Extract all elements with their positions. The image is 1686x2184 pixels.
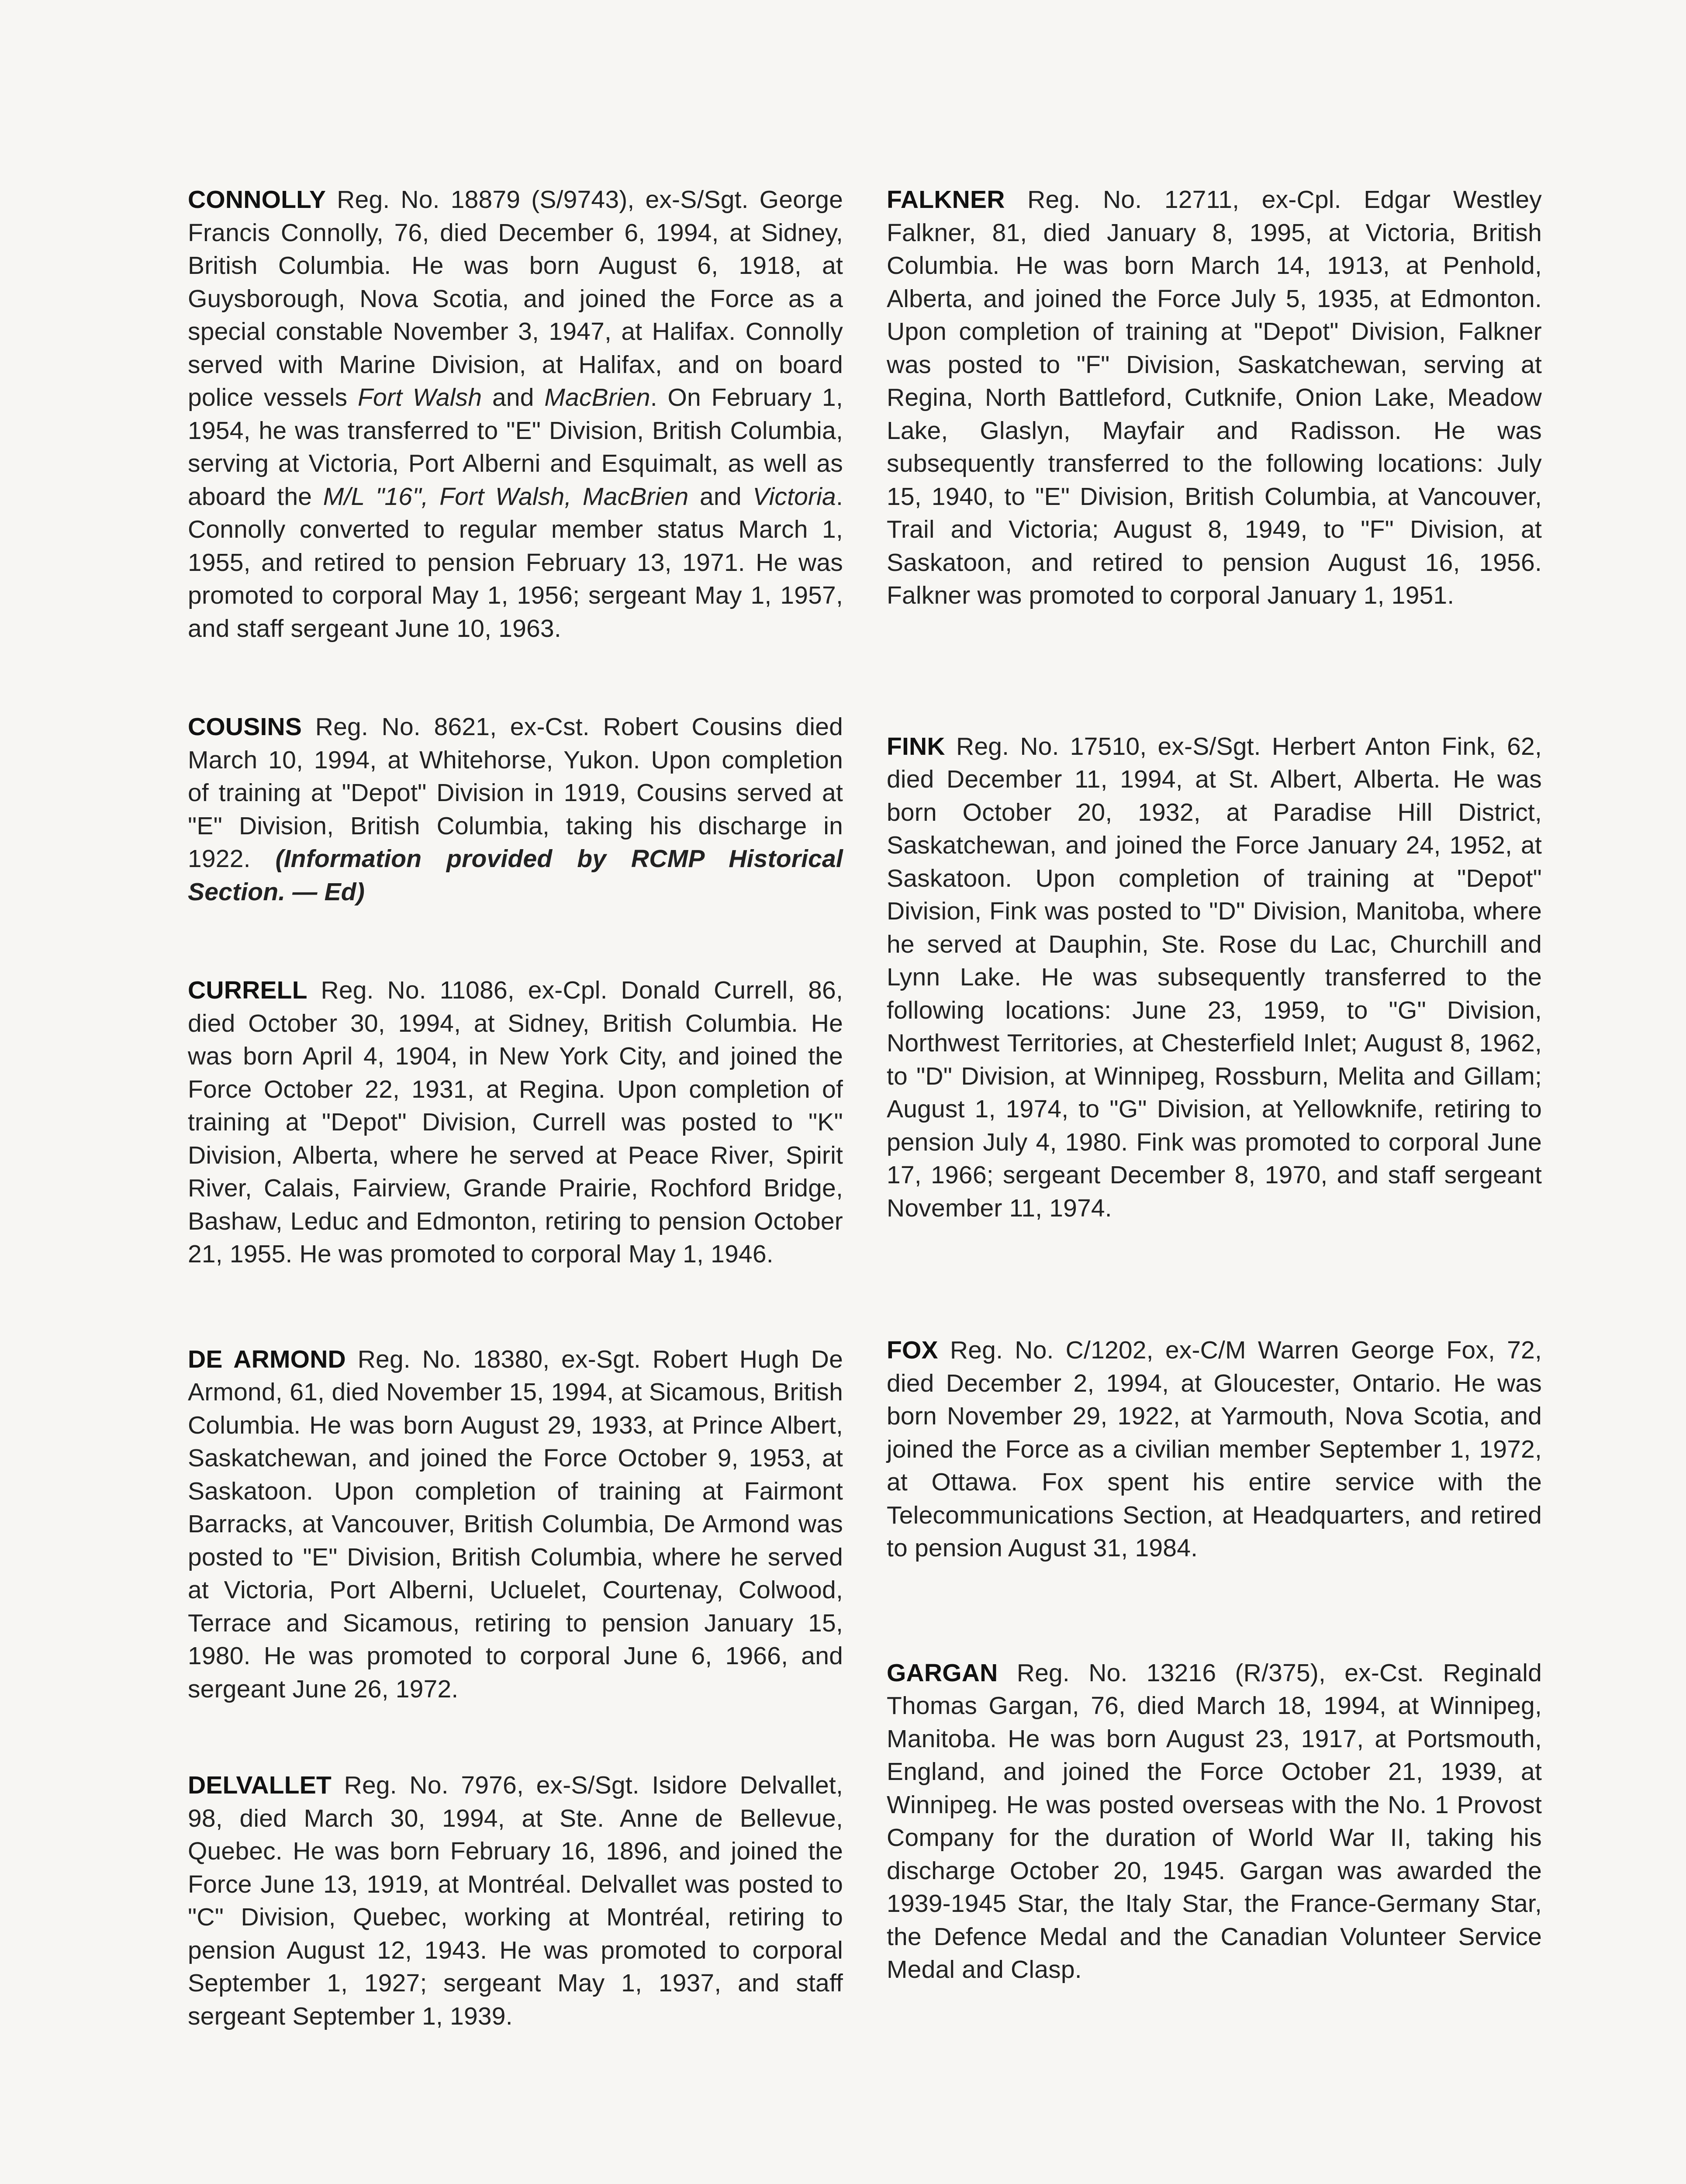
ship-name: M/L "16", Fort Walsh, MacBrien xyxy=(323,482,689,511)
right-column xyxy=(887,183,1542,2050)
entry-name: COUSINS xyxy=(188,713,302,741)
entry-name: FINK xyxy=(887,732,945,760)
entry-text: Reg. No. C/1202, ex-C/M Warren George Fox, 72, died December 2, 1994, at Gloucester, Ontario. He was born November 29, 1922, at Yarmouth, Nova Scotia, and joined the Force as a civilian member September 1, 1972, at Ottawa. Fox spent his entire service with the Telecommunications Section, at Headquarters, and retired to pension August 31, 1984. xyxy=(887,1336,1542,1562)
ship-name: Fort Walsh xyxy=(358,384,482,411)
entry-text: Reg. No. 11086, ex-Cpl. Donald Currell, 86, died October 30, 1994, at Sidney, British Columbia. He was born April 4, 1904, in New York City, and joined the Force October 22, 1931, at Regina. Upon completion of training at "Depot" Division, Currell was posted to "K" Division, Alberta, where he served at Peace River, Spirit River, Calais, Fairview, Grande Prairie, Rochford Bridge, Bashaw, Leduc and Edmonton, retiring to pension October 21, 1955. He was promoted to corporal May 1, 1946. xyxy=(188,976,843,1268)
obituary-delvallet xyxy=(188,1769,843,2033)
entry-text: Reg. No. 8621, ex-Cst. Robert Cousins died March 10, 1994, at Whitehorse, Yukon. Upon completion of training at "Depot" Division in 1919, Cousins served at "E" Division, British Columbia, taking his discharge in 1922. xyxy=(188,713,843,873)
entry-text: Reg. No. 17510, ex-S/Sgt. Herbert Anton Fink, 62, died December 11, 1994, at St. Albert, Alberta. He was born October 20, 1932, at Paradise Hill District, Saskatchewan, and joined the Force January 24, 1952, at Saskatoon. Upon completion of training at "Depot" Division, Fink was posted to "D" Division, Manitoba, where he served at Dauphin, Ste. Rose du Lac, Churchill and Lynn Lake. He was subsequently transferred to the following locations: June 23, 1959, to "G" Division, Northwest Territories, at Chesterfield Inlet; August 8, 1962, to "D" Division, at Winnipeg, Rossburn, Melita and Gillam; August 1, 1974, to "G" Division, at Yellowknife, retiring to pension July 4, 1980. Fink was promoted to corporal June 17, 1966; sergeant December 8, 1970, and staff sergeant November 11, 1974. xyxy=(887,732,1542,1222)
obituary-currell xyxy=(188,974,843,1271)
obituary-cousins xyxy=(188,711,843,909)
entry-text: Reg. No. 12711, ex-Cpl. Edgar Westley Falkner, 81, died January 8, 1995, at Victoria, British Columbia. He was born March 14, 1913, at Penhold, Alberta, and joined the Force July 5, 1935, at Edmonton. Upon completion of training at "Depot" Division, Falkner was posted to "F" Division, Saskatchewan, serving at Regina, North Battleford, Cutknife, Onion Lake, Meadow Lake, Glaslyn, Mayfair and Radisson. He was subsequently transferred to the following locations: July 15, 1940, to "E" Division, British Columbia, at Vancouver, Trail and Victoria; August 8, 1949, to "F" Division, at Saskatoon, and retired to pension August 16, 1956. Falkner was promoted to corporal January 1, 1951. xyxy=(887,186,1542,609)
obituary-gargan xyxy=(887,1657,1542,1987)
obituary-de-armond xyxy=(188,1343,843,1706)
obituary-fink xyxy=(887,730,1542,1225)
ship-name: Victoria xyxy=(753,482,836,511)
entry-name: CURRELL xyxy=(188,976,307,1004)
entry-text: Reg. No. 7976, ex-S/Sgt. Isidore Delvallet, 98, died March 30, 1994, at Ste. Anne de Bellevue, Quebec. He was born February 16, 1896, and joined the Force June 13, 1919, at Montréal. Delvallet was posted to "C" Division, Quebec, working at Montréal, retiring to pension August 12, 1943. He was promoted to corporal September 1, 1927; sergeant May 1, 1937, and staff sergeant September 1, 1939. xyxy=(188,1771,843,2030)
entry-text: and xyxy=(688,482,753,511)
entry-text: . Connolly converted to regular member status March 1, 1955, and retired to pension February 13, 1971. He was promoted to corporal May 1, 1956; sergeant May 1, 1957, and staff sergeant June 10, 1963. xyxy=(188,482,843,643)
entry-text: Reg. No. 18380, ex-Sgt. Robert Hugh De Armond, 61, died November 15, 1994, at Sicamous, British Columbia. He was born August 29, 1933, at Prince Albert, Saskatchewan, and joined the Force October 9, 1953, at Saskatoon. Upon completion of training at Fairmont Barracks, at Vancouver, British Columbia, De Armond was posted to "E" Division, British Columbia, where he served at Victoria, Port Alberni, Ucluelet, Courtenay, Colwood, Terrace and Sicamous, retiring to pension January 15, 1980. He was promoted to corporal June 6, 1966, and sergeant June 26, 1972. xyxy=(188,1345,843,1703)
entry-name: FOX xyxy=(887,1336,938,1364)
entry-name: FALKNER xyxy=(887,186,1005,214)
entry-name: GARGAN xyxy=(887,1659,998,1687)
entry-text: and xyxy=(482,384,545,411)
editor-note: (Information provided by RCMP Historical Section. — Ed) xyxy=(188,845,843,906)
entry-text: . On February 1, 1954, he was transferred to "E" Division, British Columbia, serving at Victoria, Port Alberni and Esquimalt, as well as aboard the xyxy=(188,384,843,511)
obituary-falkner xyxy=(887,183,1542,612)
entry-text: Reg. No. 18879 (S/9743), ex-S/Sgt. George Francis Connolly, 76, died December 6, 1994, at Sidney, British Columbia. He was born August 6, 1918, at Guysborough, Nova Scotia, and joined the Force as a special constable November 3, 1947, at Halifax. Connolly served with Marine Division, at Halifax, and on board police vessels xyxy=(188,186,843,411)
entry-text: Reg. No. 13216 (R/375), ex-Cst. Reginald Thomas Gargan, 76, died March 18, 1994, at Winnipeg, Manitoba. He was born August 23, 1917, at Portsmouth, England, and joined the Force October 21, 1939, at Winnipeg. He was posted overseas with the No. 1 Provost Company for the duration of World War II, taking his discharge October 20, 1945. Gargan was awarded the 1939-1945 Star, the Italy Star, the France-Germany Star, the Defence Medal and the Canadian Volunteer Service Medal and Clasp. xyxy=(887,1659,1542,1984)
obituary-connolly xyxy=(188,183,843,645)
left-column xyxy=(188,183,843,2096)
obituary-fox xyxy=(887,1334,1542,1565)
ship-name: MacBrien xyxy=(544,384,650,411)
entry-name: DELVALLET xyxy=(188,1771,332,1799)
entry-name: DE ARMOND xyxy=(188,1345,346,1373)
entry-name: CONNOLLY xyxy=(188,186,326,214)
